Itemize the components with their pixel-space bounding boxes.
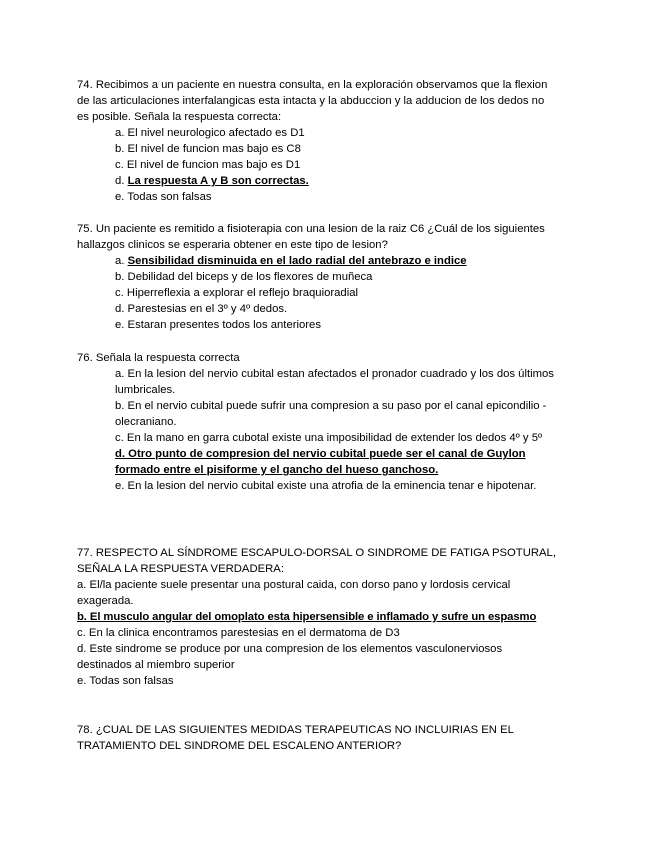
q74-option-e: e. Todas son falsas [115,191,212,203]
question-75 [77,221,587,333]
q76-stem: 76. Señala la respuesta correcta [77,352,240,364]
q77-option-a-line-2: exagerada. [77,595,134,607]
q78-stem-line-1: 78. ¿CUAL DE LAS SIGUIENTES MEDIDAS TERAPEUTICAS NO INCLUIRIAS EN EL [77,724,514,736]
q76-option-b-line-1: b. En el nervio cubital puede sufrir una compresion a su paso por el canal epicondilio - [115,400,547,412]
q77-stem-line-2: SEÑALA LA RESPUESTA VERDADERA: [77,563,284,575]
q75-option-a [77,253,587,269]
q74-option-b: b. El nivel de funcion mas bajo es C8 [115,143,301,155]
q74-option-a: a. El nivel neurologico afectado es D1 [115,127,305,139]
q76-option-d-line-1: d. Otro punto de compresion del nervio cubital puede ser el canal de Guylon [115,448,526,460]
q77-option-b: b. El musculo angular del omoplato esta hipersensible e inflamado y sufre un espasmo [77,611,537,623]
q74-option-d-answer: La respuesta A y B son correctas. [127,175,309,187]
q76-option-e: e. En la lesion del nervio cubital existe una atrofia de la eminencia tenar e hipotenar. [115,480,537,492]
q76-option-b-line-2: olecraniano. [115,416,177,428]
q77-option-d-line-2: destinados al miembro superior [77,659,235,671]
q75-option-c: c. Hiperreflexia a explorar el reflejo braquioradial [115,287,359,299]
q74-option-d [77,173,587,189]
q77-option-e: e. Todas son falsas [77,675,174,687]
q74-stem-line-3: es posible. Señala la respuesta correcta: [77,111,282,123]
q75-stem-line-2: hallazgos clinicos se esperaria obtener en este tipo de lesion? [77,239,388,251]
question-78 [77,722,587,754]
q75-option-a-prefix: a. [115,255,128,267]
q77-option-a-line-1: a. El/la paciente suele presentar una postural caida, con dorso pano y lordosis cervical [77,579,511,591]
q76-option-a-line-1: a. En la lesion del nervio cubital estan afectados el pronador cuadrado y los dos últimos [115,368,554,380]
q74-stem-line-2: de las articulaciones interfalangicas esta intacta y la abduccion y la adducion de los dedos no [77,95,545,107]
q77-option-d-line-1: d. Este sindrome se produce por una compresion de los elementos vasculonerviosos [77,643,503,655]
q76-option-a-line-2: lumbricales. [115,384,176,396]
q74-option-d-prefix: d. [115,175,128,187]
q75-stem-line-1: 75. Un paciente es remitido a fisioterapia con una lesion de la raiz C6 ¿Cuál de los siguientes [77,223,545,235]
q75-option-d: d. Parestesias en el 3º y 4º dedos. [115,303,288,315]
q75-option-e: e. Estaran presentes todos los anteriores [115,319,321,331]
q75-option-a-answer: Sensibilidad disminuida en el lado radial del antebrazo e indice [127,255,467,267]
q76-option-d-line-2: formado entre el pisiforme y el gancho del hueso ganchoso. [115,464,439,476]
q78-stem-line-2: TRATAMIENTO DEL SINDROME DEL ESCALENO ANTERIOR? [77,740,402,752]
q74-option-c: c. El nivel de funcion mas bajo es D1 [115,159,301,171]
q76-option-c: c. En la mano en garra cubotal existe una imposibilidad de extender los dedos 4º y 5º [115,432,543,444]
q77-option-c: c. En la clinica encontramos parestesias en el dermatoma de D3 [77,627,400,639]
q77-stem-line-1: 77. RESPECTO AL SÍNDROME ESCAPULO-DORSAL O SINDROME DE FATIGA PSOTURAL, [77,547,556,559]
question-76 [77,350,587,494]
q75-option-b: b. Debilidad del biceps y de los flexores de muñeca [115,271,373,283]
question-74 [77,77,587,205]
question-77 [77,545,587,689]
q74-stem-line-1: 74. Recibimos a un paciente en nuestra consulta, en la exploración observamos que la flexion [77,79,548,91]
